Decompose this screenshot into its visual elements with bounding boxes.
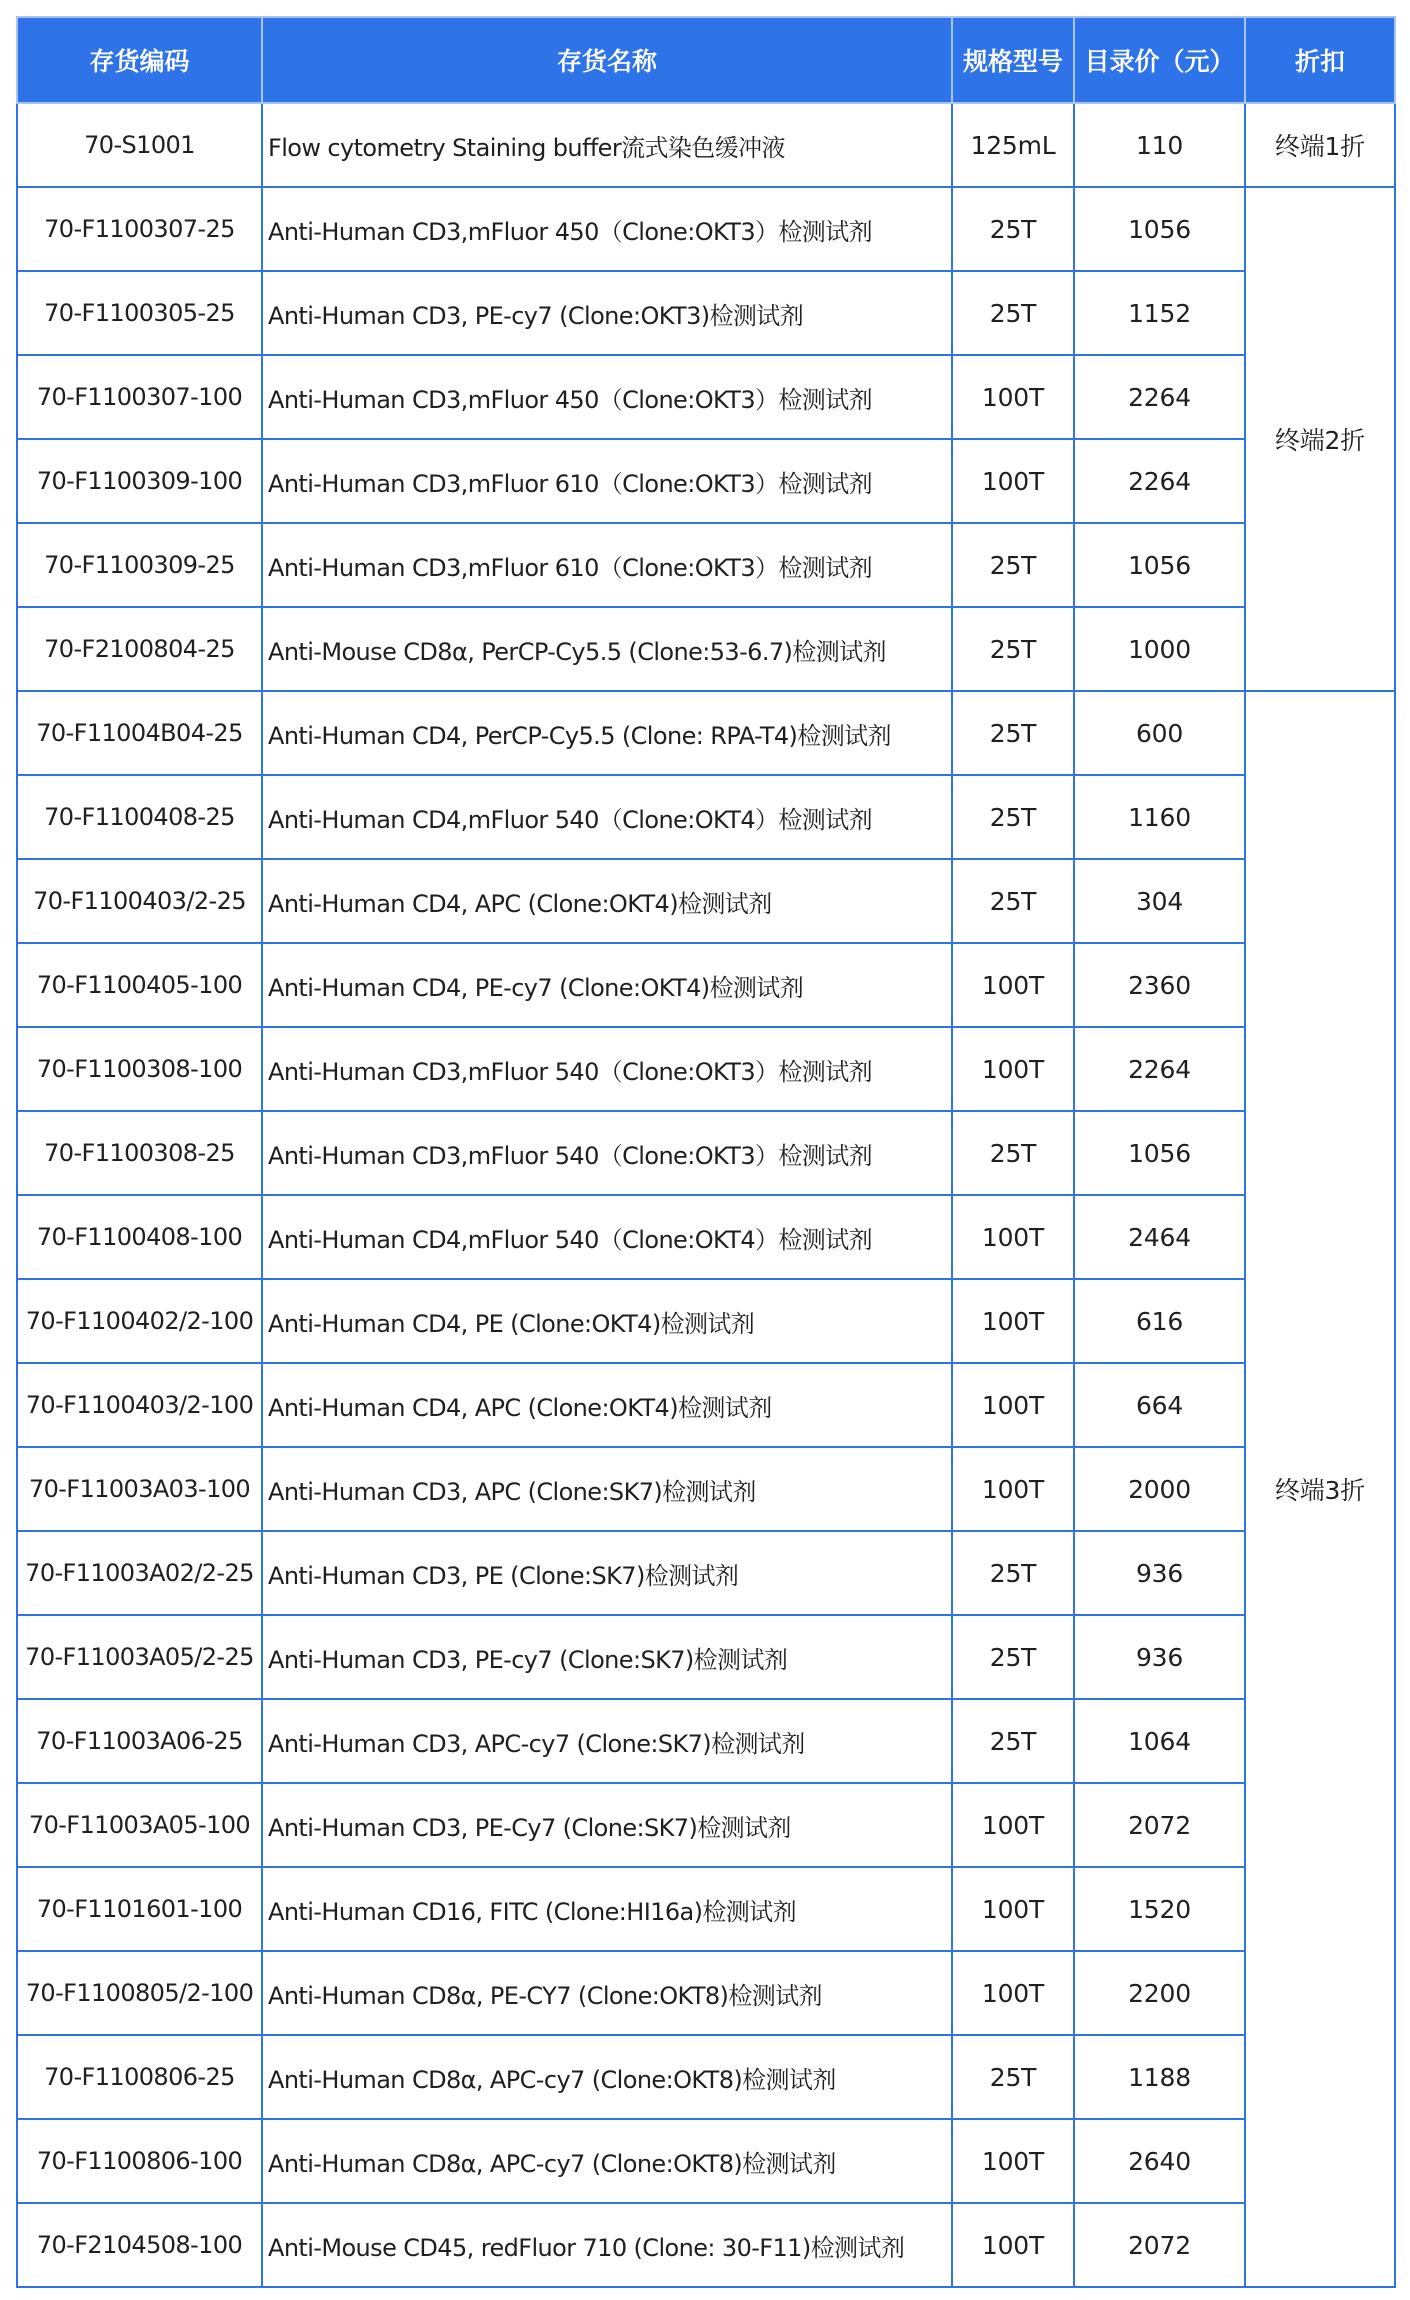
table-header-row xyxy=(17,17,1395,103)
item-name-cell: Anti-Human CD3,mFluor 450（Clone:OKT3）检测试剂 xyxy=(262,187,952,271)
table-row xyxy=(17,439,1395,523)
item-spec-cell: 25T xyxy=(952,2035,1074,2119)
item-price-cell: 1056 xyxy=(1074,523,1245,607)
item-name-cell: Anti-Human CD4, APC (Clone:OKT4)检测试剂 xyxy=(262,1363,952,1447)
item-name-cell: Anti-Human CD16, FITC (Clone:HI16a)检测试剂 xyxy=(262,1867,952,1951)
header-spec: 规格型号 xyxy=(952,17,1074,103)
item-code-cell: 70-F2100804-25 xyxy=(17,607,262,691)
item-price-cell: 1152 xyxy=(1074,271,1245,355)
item-name-cell: Anti-Human CD4, APC (Clone:OKT4)检测试剂 xyxy=(262,859,952,943)
item-spec-cell: 125mL xyxy=(952,103,1074,187)
item-spec-cell: 100T xyxy=(952,1951,1074,2035)
item-spec-cell: 100T xyxy=(952,355,1074,439)
item-code-cell: 70-F11004B04-25 xyxy=(17,691,262,775)
item-spec-cell: 100T xyxy=(952,1279,1074,1363)
table-row xyxy=(17,1531,1395,1615)
item-price-cell: 2360 xyxy=(1074,943,1245,1027)
item-price-cell: 2000 xyxy=(1074,1447,1245,1531)
item-spec-cell: 25T xyxy=(952,691,1074,775)
item-code-cell: 70-F1100403/2-25 xyxy=(17,859,262,943)
item-code-cell: 70-F1100408-100 xyxy=(17,1195,262,1279)
item-price-cell: 936 xyxy=(1074,1531,1245,1615)
item-price-cell: 936 xyxy=(1074,1615,1245,1699)
table-row xyxy=(17,2035,1395,2119)
table-row xyxy=(17,187,1395,271)
item-price-cell: 1064 xyxy=(1074,1699,1245,1783)
table-row xyxy=(17,523,1395,607)
item-price-cell: 664 xyxy=(1074,1363,1245,1447)
item-code-cell: 70-F11003A02/2-25 xyxy=(17,1531,262,1615)
table-row xyxy=(17,607,1395,691)
item-spec-cell: 25T xyxy=(952,271,1074,355)
item-spec-cell: 100T xyxy=(952,2119,1074,2203)
item-spec-cell: 25T xyxy=(952,859,1074,943)
item-price-cell: 304 xyxy=(1074,859,1245,943)
item-spec-cell: 100T xyxy=(952,439,1074,523)
item-code-cell: 70-F1100309-100 xyxy=(17,439,262,523)
item-spec-cell: 25T xyxy=(952,1615,1074,1699)
item-name-cell: Anti-Human CD3,mFluor 610（Clone:OKT3）检测试剂 xyxy=(262,439,952,523)
item-code-cell: 70-F1100308-25 xyxy=(17,1111,262,1195)
table-row xyxy=(17,1363,1395,1447)
item-code-cell: 70-F1100308-100 xyxy=(17,1027,262,1111)
item-name-cell: Anti-Human CD3,mFluor 540（Clone:OKT3）检测试剂 xyxy=(262,1111,952,1195)
item-code-cell: 70-F1100403/2-100 xyxy=(17,1363,262,1447)
item-price-cell: 1056 xyxy=(1074,1111,1245,1195)
item-spec-cell: 25T xyxy=(952,187,1074,271)
table-row xyxy=(17,691,1395,775)
item-code-cell: 70-F1100309-25 xyxy=(17,523,262,607)
item-price-cell: 1160 xyxy=(1074,775,1245,859)
item-price-cell: 2072 xyxy=(1074,2203,1245,2287)
price-list xyxy=(16,16,1394,2288)
table-row xyxy=(17,2119,1395,2203)
table-row xyxy=(17,943,1395,1027)
table-row xyxy=(17,1447,1395,1531)
table-row xyxy=(17,1867,1395,1951)
item-code-cell: 70-F1101601-100 xyxy=(17,1867,262,1951)
item-price-cell: 1520 xyxy=(1074,1867,1245,1951)
table-row xyxy=(17,1783,1395,1867)
item-price-cell: 2264 xyxy=(1074,439,1245,523)
item-code-cell: 70-F11003A05/2-25 xyxy=(17,1615,262,1699)
header-code: 存货编码 xyxy=(17,17,262,103)
item-code-cell: 70-F2104508-100 xyxy=(17,2203,262,2287)
item-name-cell: Anti-Human CD3, APC-cy7 (Clone:SK7)检测试剂 xyxy=(262,1699,952,1783)
header-discount: 折扣 xyxy=(1245,17,1395,103)
item-spec-cell: 100T xyxy=(952,1195,1074,1279)
price-table xyxy=(16,16,1396,2288)
item-price-cell: 2200 xyxy=(1074,1951,1245,2035)
table-row xyxy=(17,1699,1395,1783)
table-row xyxy=(17,355,1395,439)
item-name-cell: Anti-Human CD8α, APC-cy7 (Clone:OKT8)检测试剂 xyxy=(262,2119,952,2203)
item-name-cell: Anti-Human CD3, PE-cy7 (Clone:SK7)检测试剂 xyxy=(262,1615,952,1699)
item-spec-cell: 100T xyxy=(952,943,1074,1027)
item-name-cell: Anti-Human CD3, PE-cy7 (Clone:OKT3)检测试剂 xyxy=(262,271,952,355)
item-price-cell: 2264 xyxy=(1074,1027,1245,1111)
item-price-cell: 600 xyxy=(1074,691,1245,775)
item-spec-cell: 25T xyxy=(952,1531,1074,1615)
item-spec-cell: 100T xyxy=(952,1363,1074,1447)
table-row xyxy=(17,271,1395,355)
discount-cell: 终端1折 xyxy=(1245,103,1395,187)
item-code-cell: 70-F11003A05-100 xyxy=(17,1783,262,1867)
table-row xyxy=(17,1279,1395,1363)
discount-cell: 终端3折 xyxy=(1245,691,1395,2287)
item-spec-cell: 100T xyxy=(952,2203,1074,2287)
item-name-cell: Anti-Human CD4, PE (Clone:OKT4)检测试剂 xyxy=(262,1279,952,1363)
item-spec-cell: 25T xyxy=(952,1699,1074,1783)
header-name: 存货名称 xyxy=(262,17,952,103)
item-name-cell: Anti-Human CD4,mFluor 540（Clone:OKT4）检测试剂 xyxy=(262,775,952,859)
item-price-cell: 1188 xyxy=(1074,2035,1245,2119)
table-body xyxy=(17,103,1395,2287)
item-name-cell: Anti-Human CD3, PE-Cy7 (Clone:SK7)检测试剂 xyxy=(262,1783,952,1867)
item-code-cell: 70-F1100307-100 xyxy=(17,355,262,439)
table-row xyxy=(17,1195,1395,1279)
item-price-cell: 2264 xyxy=(1074,355,1245,439)
item-code-cell: 70-F1100305-25 xyxy=(17,271,262,355)
item-spec-cell: 100T xyxy=(952,1783,1074,1867)
item-name-cell: Anti-Human CD3, APC (Clone:SK7)检测试剂 xyxy=(262,1447,952,1531)
table-row xyxy=(17,103,1395,187)
item-name-cell: Anti-Human CD3,mFluor 450（Clone:OKT3）检测试剂 xyxy=(262,355,952,439)
item-name-cell: Anti-Human CD3,mFluor 610（Clone:OKT3）检测试剂 xyxy=(262,523,952,607)
item-name-cell: Anti-Human CD3,mFluor 540（Clone:OKT3）检测试剂 xyxy=(262,1027,952,1111)
item-price-cell: 110 xyxy=(1074,103,1245,187)
item-price-cell: 616 xyxy=(1074,1279,1245,1363)
item-price-cell: 1056 xyxy=(1074,187,1245,271)
item-code-cell: 70-F11003A03-100 xyxy=(17,1447,262,1531)
item-code-cell: 70-F1100806-25 xyxy=(17,2035,262,2119)
table-row xyxy=(17,1027,1395,1111)
item-price-cell: 2072 xyxy=(1074,1783,1245,1867)
item-code-cell: 70-F1100402/2-100 xyxy=(17,1279,262,1363)
item-code-cell: 70-F1100408-25 xyxy=(17,775,262,859)
item-code-cell: 70-F1100806-100 xyxy=(17,2119,262,2203)
item-name-cell: Anti-Human CD8α, PE-CY7 (Clone:OKT8)检测试剂 xyxy=(262,1951,952,2035)
item-code-cell: 70-F1100307-25 xyxy=(17,187,262,271)
table-row xyxy=(17,775,1395,859)
item-name-cell: Flow cytometry Staining buffer流式染色缓冲液 xyxy=(262,103,952,187)
item-spec-cell: 25T xyxy=(952,523,1074,607)
table-row xyxy=(17,1111,1395,1195)
item-name-cell: Anti-Human CD8α, APC-cy7 (Clone:OKT8)检测试剂 xyxy=(262,2035,952,2119)
table-row xyxy=(17,1615,1395,1699)
item-price-cell: 1000 xyxy=(1074,607,1245,691)
item-name-cell: Anti-Mouse CD45, redFluor 710 (Clone: 30-F11)检测试剂 xyxy=(262,2203,952,2287)
item-spec-cell: 25T xyxy=(952,1111,1074,1195)
item-price-cell: 2640 xyxy=(1074,2119,1245,2203)
item-name-cell: Anti-Mouse CD8α, PerCP-Cy5.5 (Clone:53-6.7)检测试剂 xyxy=(262,607,952,691)
item-spec-cell: 100T xyxy=(952,1027,1074,1111)
item-spec-cell: 100T xyxy=(952,1447,1074,1531)
item-spec-cell: 100T xyxy=(952,1867,1074,1951)
item-code-cell: 70-F1100805/2-100 xyxy=(17,1951,262,2035)
header-price: 目录价（元） xyxy=(1074,17,1245,103)
table-row xyxy=(17,2203,1395,2287)
item-name-cell: Anti-Human CD3, PE (Clone:SK7)检测试剂 xyxy=(262,1531,952,1615)
item-code-cell: 70-F1100405-100 xyxy=(17,943,262,1027)
discount-cell: 终端2折 xyxy=(1245,187,1395,691)
table-row xyxy=(17,859,1395,943)
item-code-cell: 70-F11003A06-25 xyxy=(17,1699,262,1783)
item-spec-cell: 25T xyxy=(952,775,1074,859)
table-row xyxy=(17,1951,1395,2035)
item-spec-cell: 25T xyxy=(952,607,1074,691)
item-price-cell: 2464 xyxy=(1074,1195,1245,1279)
item-name-cell: Anti-Human CD4, PerCP-Cy5.5 (Clone: RPA-T4)检测试剂 xyxy=(262,691,952,775)
item-code-cell: 70-S1001 xyxy=(17,103,262,187)
item-name-cell: Anti-Human CD4, PE-cy7 (Clone:OKT4)检测试剂 xyxy=(262,943,952,1027)
item-name-cell: Anti-Human CD4,mFluor 540（Clone:OKT4）检测试剂 xyxy=(262,1195,952,1279)
